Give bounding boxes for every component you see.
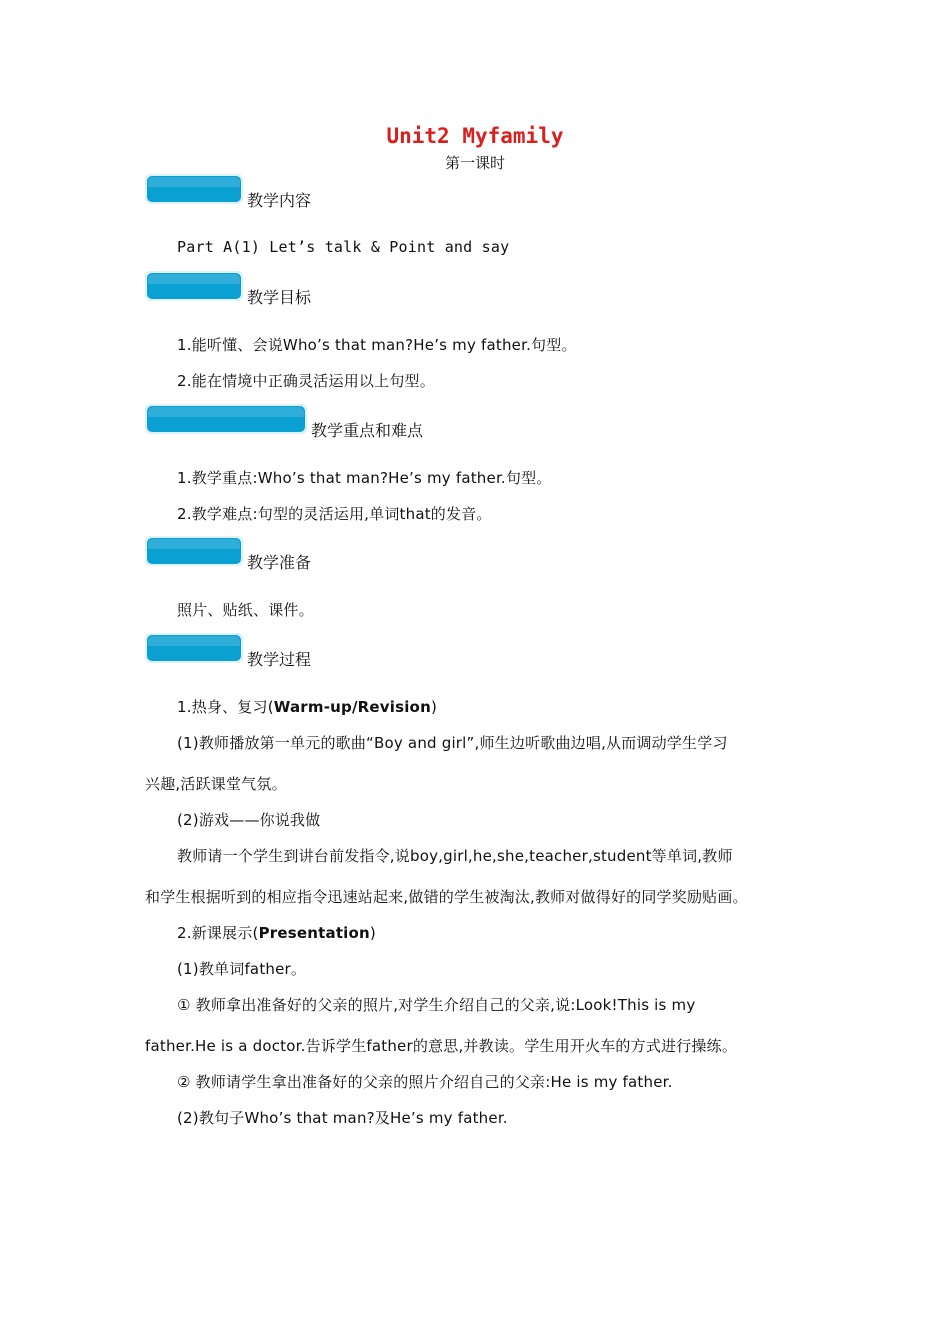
process-line: (1)教师播放第一单元的歌曲“Boy and girl”,师生边听歌曲边唱,从而调动学生学习 (177, 734, 728, 752)
section-label: 教学内容 (247, 191, 312, 210)
preparation-line: 照片、贴纸、课件。 (177, 601, 314, 619)
process-line: ① 教师拿出准备好的父亲的照片,对学生介绍自己的父亲,说:Look!This is my (177, 996, 696, 1014)
step-english: Warm-up/Revision (273, 698, 431, 716)
document-subtitle: 第一课时 (444, 154, 505, 172)
process-line: father.He is a doctor.告诉学生father的意思,并教读。学生用开火车的方式进行操练。 (145, 1037, 738, 1055)
step-english: Presentation (258, 924, 370, 942)
process-line: 和学生根据听到的相应指令迅速站起来,做错的学生被淘汰,教师对做得好的同学奖励贴画。 (145, 888, 748, 906)
step-heading (177, 696, 437, 717)
document-title: Unit2 Myfamily (386, 124, 564, 148)
section-badge (145, 536, 243, 566)
section-badge (145, 404, 307, 434)
process-line: (1)教单词father。 (177, 960, 307, 978)
section-badge (145, 174, 243, 204)
process-line: (2)游戏——你说我做 (177, 811, 321, 829)
process-line: 教师请一个学生到讲台前发指令,说boy,girl,he,she,teacher,student等单词,教师 (177, 847, 733, 865)
process-line: (2)教句子Who’s that man?及He’s my father. (177, 1109, 508, 1127)
keypoint-line: 1.教学重点:Who’s that man?He’s my father.句型。 (177, 469, 552, 487)
objective-line: 2.能在情境中正确灵活运用以上句型。 (177, 372, 435, 390)
process-line: ② 教师请学生拿出准备好的父亲的照片介绍自己的父亲:He is my father. (177, 1073, 673, 1091)
section-label: 教学过程 (247, 650, 312, 669)
process-line: 兴趣,活跃课堂气氛。 (145, 775, 287, 793)
content-line: Part A(1) Let’s talk & Point and say (177, 238, 510, 256)
section-label: 教学目标 (247, 288, 312, 307)
section-label: 教学准备 (247, 553, 312, 572)
section-badge (145, 633, 243, 663)
step-prefix: 2.新课展示( (177, 924, 259, 942)
section-label: 教学重点和难点 (311, 421, 424, 440)
section-badge (145, 271, 243, 301)
step-suffix: ) (430, 698, 438, 716)
objective-line: 1.能听懂、会说Who’s that man?He’s my father.句型。 (177, 336, 577, 354)
step-heading (177, 922, 376, 943)
step-suffix: ) (369, 924, 376, 942)
keypoint-line: 2.教学难点:句型的灵活运用,单词that的发音。 (177, 505, 492, 523)
step-prefix: 1.热身、复习( (177, 698, 274, 716)
